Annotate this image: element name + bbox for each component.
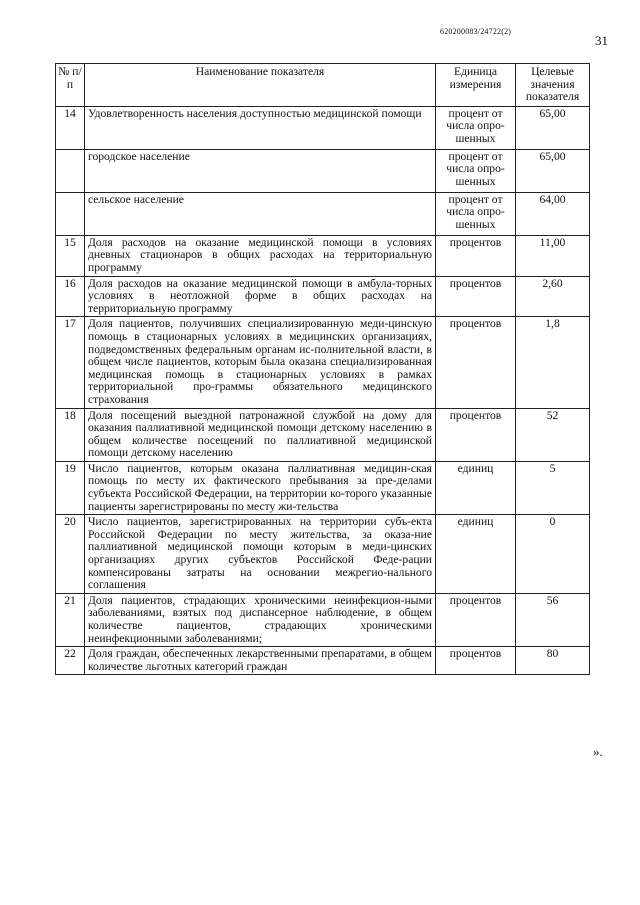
indicator-unit: процент от числа опро-шенных bbox=[436, 106, 516, 149]
table-row bbox=[56, 647, 590, 675]
indicator-name: Доля граждан, обеспеченных лекарственными препаратами, в общем количестве льготных категорий граждан bbox=[85, 647, 436, 675]
indicator-value: 65,00 bbox=[516, 149, 590, 192]
indicator-name: Удовлетворенность населения доступностью медицинской помощи bbox=[85, 106, 436, 149]
indicator-value: 80 bbox=[516, 647, 590, 675]
indicator-unit: процент от числа опро-шенных bbox=[436, 192, 516, 235]
page-number: 31 bbox=[595, 33, 608, 48]
table-row bbox=[56, 235, 590, 276]
table-header-row bbox=[56, 64, 590, 107]
indicator-value: 56 bbox=[516, 593, 590, 646]
row-number: 22 bbox=[56, 647, 85, 675]
row-number: 18 bbox=[56, 408, 85, 461]
indicator-unit: процентов bbox=[436, 647, 516, 675]
indicator-value: 5 bbox=[516, 461, 590, 514]
column-header-num: № п/п bbox=[56, 64, 85, 107]
indicator-unit: единиц bbox=[436, 515, 516, 594]
indicators-table bbox=[55, 63, 590, 675]
row-number bbox=[56, 149, 85, 192]
indicator-value: 2,60 bbox=[516, 276, 590, 317]
column-header-name: Наименование показателя bbox=[85, 64, 436, 107]
indicator-value: 11,00 bbox=[516, 235, 590, 276]
row-number: 14 bbox=[56, 106, 85, 149]
indicator-name: городское население bbox=[85, 149, 436, 192]
indicator-value: 64,00 bbox=[516, 192, 590, 235]
row-number: 20 bbox=[56, 515, 85, 594]
row-number: 15 bbox=[56, 235, 85, 276]
indicator-name: Доля посещений выездной патронажной службой на дому для оказания паллиативной медицинской помощи детскому населению в общем количестве посещений по паллиативной медицинской помощи детскому населению bbox=[85, 408, 436, 461]
indicator-name: Число пациентов, зарегистрированных на территории субъ-екта Российской Федерации по месту жительства, за оказа-ние паллиативной медицинской помощи которым в меди-цинских организациях других субъектов Российской Феде-рации компенсированы затраты на основании межрегио-нального соглашения bbox=[85, 515, 436, 594]
table-row bbox=[56, 317, 590, 408]
indicator-name: Доля пациентов, получивших специализированную меди-цинскую помощь в стационарных условиях в медицинских организациях, подведомственных федеральным органам ис-полнительной власти, в общем числе пациентов, которым была оказана специализированная медицинская помощь в стационарных условиях в рамках территориальной про-граммы обязательного медицинского страхования bbox=[85, 317, 436, 408]
indicator-unit: процентов bbox=[436, 235, 516, 276]
indicator-unit: процентов bbox=[436, 408, 516, 461]
row-number: 17 bbox=[56, 317, 85, 408]
table-row bbox=[56, 515, 590, 594]
indicator-unit: процентов bbox=[436, 276, 516, 317]
table-row bbox=[56, 192, 590, 235]
row-number: 19 bbox=[56, 461, 85, 514]
row-number: 21 bbox=[56, 593, 85, 646]
indicator-name: Доля расходов на оказание медицинской помощи в условиях дневных стационаров в общих расходах на территориальную программу bbox=[85, 235, 436, 276]
indicator-name: Доля пациентов, страдающих хроническими неинфекцион-ными заболеваниями, взятых под диспансерное наблюдение, в общем количестве пациентов, страдающих хроническими неинфекционными заболеваниями; bbox=[85, 593, 436, 646]
table-row bbox=[56, 408, 590, 461]
indicator-unit: процент от числа опро-шенных bbox=[436, 149, 516, 192]
table-row bbox=[56, 461, 590, 514]
column-header-unit: Единица измерения bbox=[436, 64, 516, 107]
row-number bbox=[56, 192, 85, 235]
indicator-value: 65,00 bbox=[516, 106, 590, 149]
table-row bbox=[56, 149, 590, 192]
indicator-name: Число пациентов, которым оказана паллиативная медицин-ская помощь по месту их фактического пребывания за пре-делами субъекта Российской Федерации, на территории ко-торого указанные пациенты зарегистрированы по месту жи-тельства bbox=[85, 461, 436, 514]
indicator-name: сельское население bbox=[85, 192, 436, 235]
table-row bbox=[56, 106, 590, 149]
table-row bbox=[56, 593, 590, 646]
closing-quote-mark: ». bbox=[593, 744, 603, 759]
indicator-value: 52 bbox=[516, 408, 590, 461]
column-header-value: Целевые значения показателя bbox=[516, 64, 590, 107]
indicator-unit: единиц bbox=[436, 461, 516, 514]
row-number: 16 bbox=[56, 276, 85, 317]
indicator-unit: процентов bbox=[436, 593, 516, 646]
indicator-value: 1,8 bbox=[516, 317, 590, 408]
indicator-name: Доля расходов на оказание медицинской помощи в амбула-торных условиях в неотложной форме в общих расходах на территориальную программу bbox=[85, 276, 436, 317]
table-row bbox=[56, 276, 590, 317]
document-id: 620200083/24722(2) bbox=[440, 27, 512, 36]
indicator-unit: процентов bbox=[436, 317, 516, 408]
indicator-value: 0 bbox=[516, 515, 590, 594]
